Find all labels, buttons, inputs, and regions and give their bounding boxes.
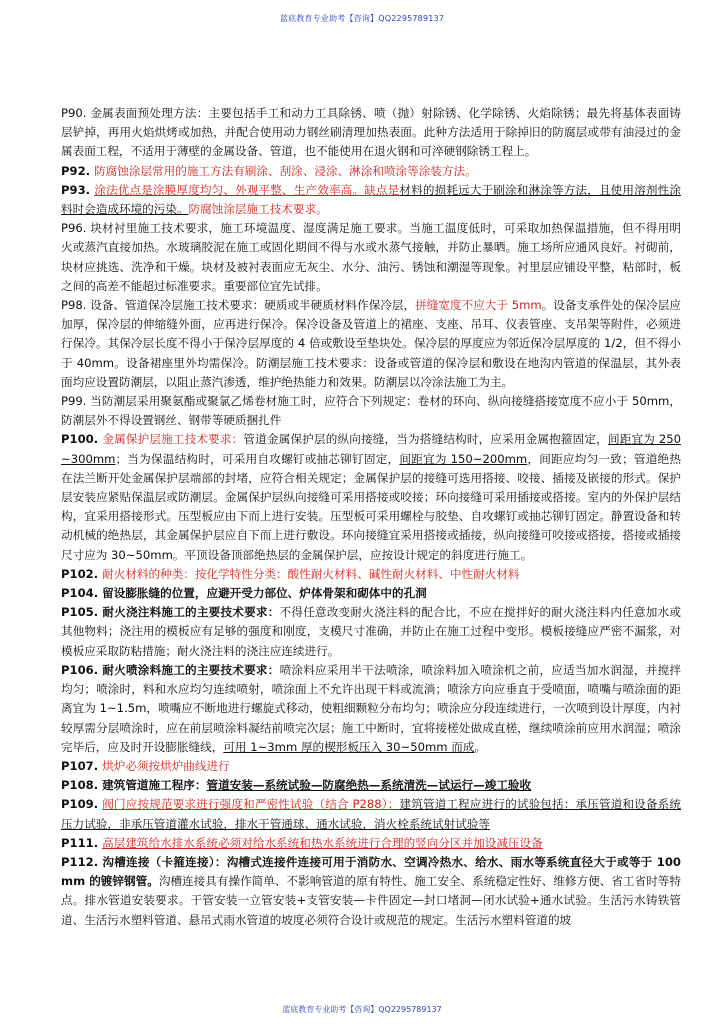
paragraph: [61, 430, 681, 564]
text-segment: 耐火喷涂料施工的主要技术要求：: [102, 662, 280, 677]
text-segment: 材料的损耗远大于刷涂和淋涂等方法，且使用溶剂性涂料时会造成环境的污染。: [61, 182, 681, 217]
paragraph: [61, 603, 681, 661]
text-segment: P106.: [61, 662, 103, 677]
text-segment: P98. 设备、管道保冷层施工技术要求：硬质或半硬质材料作保冷层，: [61, 298, 416, 313]
text-segment: 间距宜为 250~300mm: [61, 432, 681, 466]
text-segment: P111.: [61, 835, 103, 850]
text-segment: 。设备支承件处的保冷层应加厚，保冷层的伸缩缝外面，应再进行保冷。保冷设备及管道上的裙座、支座、吊耳、仪表管座、支吊架等附件，必须进行保冷。其保冷层长度不得小于保冷层厚度的 4 倍或敷设至垫块处。保冷层的厚度应为邻近保冷层厚度的 1/2，但不得小于 40mm。设备裙座里外均需保冷。防潮层施工技术要求：设备或管道的保冷层和敷设在地沟内管道的保温层，其外表面均应设置防潮层，以阻止蒸汽渗透，维护绝热能力和效果。防潮层以冷涂法施工为主。: [61, 298, 681, 389]
text-segment: P92.: [61, 163, 95, 178]
text-segment: 不得任意改变耐火浇注料的配合比，不应在搅拌好的耐火浇注料内任意加水或其他物料；浇注用的模板应有足够的强度和刚度，支模尺寸准确，并防止在施工过程中变形。模板接缝应严密不漏浆，对模板应采取防粘措施；耐火浇注料的浇注应连续进行。: [61, 605, 681, 658]
paragraph: [61, 296, 681, 392]
paragraph: [61, 795, 681, 833]
paragraph: [61, 565, 681, 584]
text-segment: 高层建筑给水排水系统必须对给水系统和热水系统进行合理的竖向分区并加设减压设备: [102, 835, 543, 850]
text-segment: 耐火浇注料施工的主要技术要求：: [102, 605, 280, 620]
text-segment: 间距宜为 150~200mm: [399, 451, 528, 466]
text-segment: 阀门应按规范要求进行强度和严密性试验（结合 P288）；: [102, 797, 400, 812]
text-segment: 建筑管道工程应进行的试验包括：承压管道和设备系统压力试验，非承压管道灌水试验，排水干管通球、通水试验，消火栓系统试射试验等: [61, 797, 681, 831]
text-segment: 涂法优点是涂膜厚度均匀、外观平整、生产效率高。: [94, 182, 365, 197]
text-segment: 沟槽式连接件连接可用于消防水、空调冷热水、给水、雨水等系统直径大于或等于 100mm 的镀锌钢管。: [61, 854, 681, 889]
text-segment: 沟槽连接具有操作简单、不影响管道的原有特性、施工安全、系统稳定性好、维修方便、省工省时等特点。排水管道安装要求。干管安装一立管安装+支管安装—卡件固定—封口堵洞—闭水试验+通水试验。生活污水铸铁管道、生活污水塑料管道、悬吊式雨水管道的坡度必须符合设计或规范的规定。生活污水塑料管道的坡: [61, 874, 681, 927]
paragraph: [61, 181, 681, 219]
document-body: [61, 104, 681, 930]
text-segment: P108. 建筑管道施工程序：: [61, 778, 207, 793]
paragraph: [61, 776, 681, 795]
text-segment: P107.: [61, 758, 103, 773]
text-segment: P93.: [61, 182, 95, 197]
text-segment: ，间距应均匀一致；管道绝热在法兰断开处金属保护层端部的封堵，应符合相关规定；金属保护层的接缝可选用搭接、咬接、插接及嵌接的形式。保护层安装应紧贴保温层或防潮层。金属保护层纵向接缝可采用搭接或咬接；环向接缝可采用插接或搭接。室内的外保护层结构，宜采用搭接形式。压型板应由下而上进行安装。压型板可采用螺栓与胶垫、自攻螺钉或抽芯铆钉固定。静置设备和转动机械的绝热层，其金属保护层应自下而上进行敷设。环向接缝宜采用搭接或插接，纵向接缝可咬接或搭接，搭接或插接尺寸应为 30~50mm。平顶设备顶部绝热层的金属保护层，应按设计规定的斜度进行施工。: [61, 451, 681, 562]
text-segment: 拼缝宽度不应大于 5mm: [415, 298, 542, 313]
text-segment: P105.: [61, 605, 103, 620]
paragraph: [61, 661, 681, 757]
paragraph: [61, 104, 681, 162]
footer-watermark: 蓝底教育专业助考【咨询】QQ2295789137: [282, 1005, 442, 1014]
paragraph: [61, 392, 681, 430]
text-segment: P99. 当防潮层采用聚氨酯或聚氯乙烯卷材施工时，应符合下列规定：卷材的环向、纵向接缝搭接宽度不应小于 50mm，防潮层外不得设置钢丝、钢带等硬质捆扎件: [61, 394, 681, 428]
text-segment: P96. 块材衬里施工技术要求，施工环境温度、湿度满足施工要求。当施工温度低时，可采取加热保温措施，但不得用明火或蒸汽直接加热。水玻璃胶泥在施工或固化期间不得与水或水蒸气接触，并防止暴晒。施工场所应通风良好。衬砌前，块材应挑选、洗净和干燥。块材及被衬表面应无灰尘、水分、油污、锈蚀和潮湿等现象。衬里层应铺设平整，粘部时，板之间的高差不能超过标准要求。重要部位宜先试排。: [61, 221, 681, 293]
text-segment: 烘炉必须按烘炉曲线进行: [102, 758, 230, 773]
text-segment: 喷涂料应采用半干法喷涂，喷涂料加入喷涂机之前，应适当加水润湿，并搅拌均匀；喷涂时，料和水应均匀连续喷射，喷涂面上不允许出现干料或流淌；喷涂方向应垂直于受喷面，喷嘴与喷涂面的距离宜为 1~1.5m，喷嘴应不断地进行螺旋式移动，使粗细颗粒分布均匀；喷涂应分段连续进行，一次喷到设计厚度，内衬较厚需分层喷涂时，应在前层喷涂料凝结前喷完次层；施工中断时，宜将接槎处做成直槎，继续喷涂前应用水润湿；喷涂完毕后，应及时开设膨胀缝线，: [61, 662, 681, 754]
text-segment: 缺点是: [364, 182, 400, 197]
text-segment: P112. 沟槽连接（卡箍连接）：: [61, 854, 227, 869]
paragraph: [61, 853, 681, 930]
paragraph: [61, 162, 681, 181]
paragraph: [61, 834, 681, 853]
text-segment: 防腐蚀涂层常用的施工方法有刷涂、刮涂、浸涂、淋涂和喷涂等涂装方法。: [94, 163, 477, 178]
text-segment: P102.: [61, 566, 103, 581]
text-segment: P104. 留设膨胀缝的位置，应避开受力部位、炉体骨架和砌体中的孔洞: [61, 586, 427, 601]
text-segment: ；当为保温结构时，可采用自攻螺钉或抽芯铆钉固定，: [115, 451, 400, 466]
text-segment: 管道金属保护层的纵向接缝，当为搭缝结构时，应采用金属抱箍固定，: [243, 432, 608, 447]
paragraph: [61, 219, 681, 296]
text-segment: P109.: [61, 797, 103, 812]
text-segment: 金属保护层施工技术要求：: [102, 432, 244, 447]
text-segment: 防腐蚀涂层施工技术要求。: [188, 202, 328, 217]
text-segment: 可用 1~3mm 厚的楔形板压入 30~50mm 而成: [223, 739, 475, 754]
text-segment: P100.: [61, 432, 103, 447]
header-watermark: 蓝底教育专业助考【咨询】QQ2295789137: [279, 14, 445, 23]
text-segment: 管道安装—系统试验—防腐绝热—系统清洗—试运行—竣工验收: [206, 778, 532, 793]
paragraph: [61, 584, 681, 603]
text-segment: 。: [474, 739, 487, 754]
text-segment: P90. 金属表面预处理方法：主要包括手工和动力工具除锈、喷（抛）射除锈、化学除锈、火焰除锈；最先将基体表面铸层铲掉，再用火焰烘烤或加热，并配合使用动力钢丝刷清理加热表面。此种方法适用于除掉旧的防腐层或带有油浸过的金属表面工程，不适用于薄壁的金属设备、管道，也不能使用在退火钢和可淬硬钢除锈工程上。: [61, 106, 681, 159]
paragraph: [61, 757, 681, 776]
text-segment: 耐火材料的种类：按化学特性分类：酸性耐火材料、碱性耐火材料、中性耐火材料: [102, 566, 520, 581]
